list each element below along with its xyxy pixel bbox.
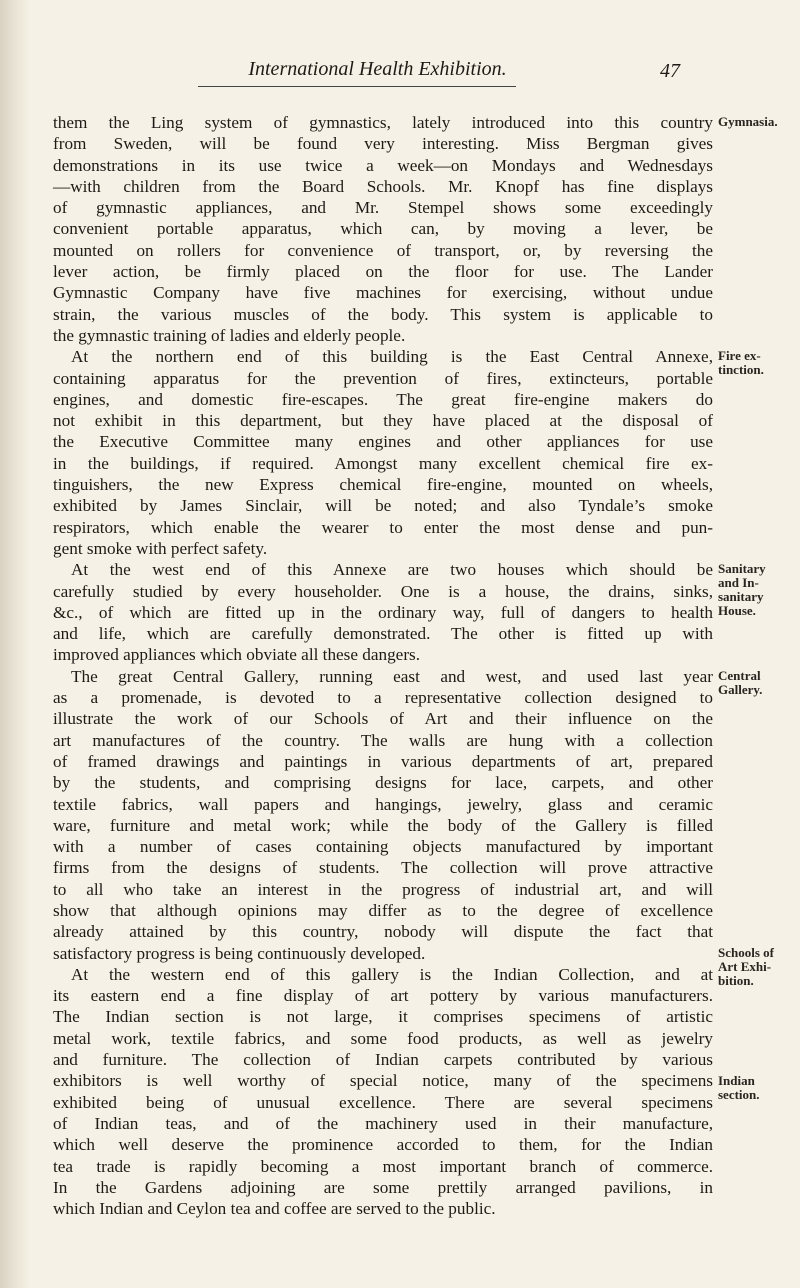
text-line: the Executive Committee many engines and other appliances for use [53, 432, 713, 452]
margin-note [718, 946, 798, 988]
margin-note-line: Indian [718, 1072, 755, 1088]
text-line: which well deserve the prominence accorded to them, for the Indian [53, 1135, 713, 1155]
body-text [53, 112, 713, 1219]
text-line: gent smoke with perfect safety. [53, 538, 268, 558]
header-underline [198, 86, 516, 87]
text-line: firms from the designs of students. The collection will prove attractive [53, 858, 713, 878]
text-line: its eastern end a fine display of art pottery by various manufacturers. [53, 986, 713, 1006]
margin-note [718, 562, 798, 618]
text-line: The great Central Gallery, running east and west, and used last year [71, 666, 713, 686]
margin-note-line: section. [718, 1086, 760, 1102]
text-line: &c., of which are fitted up in the ordinary way, full of dangers to health [53, 602, 713, 622]
text-line: In the Gardens adjoining are some prettily arranged pavilions, in [53, 1177, 713, 1197]
text-line: convenient portable apparatus, which can, by moving a lever, be [53, 219, 713, 239]
text-line: of gymnastic appliances, and Mr. Stempel shows some exceedingly [53, 198, 713, 218]
text-line: as a promenade, is devoted to a representative collection designed to [53, 688, 713, 708]
text-line: At the west end of this Annexe are two houses which should be [71, 560, 713, 580]
text-line: ware, furniture and metal work; while the body of the Gallery is filled [53, 815, 713, 835]
text-line: improved appliances which obviate all these dangers. [53, 645, 421, 665]
text-line: engines, and domestic fire-escapes. The great fire-engine makers do [53, 389, 713, 409]
margin-note [718, 1074, 798, 1102]
margin-note-line: Fire ex- [718, 348, 761, 364]
running-header-title: International Health Exhibition. [248, 58, 507, 80]
running-header [100, 58, 750, 98]
text-line: lever action, be firmly placed on the floor for use. The Lander [53, 262, 713, 282]
text-line: mounted on rollers for convenience of transport, or, by reversing the [53, 240, 713, 260]
margin-note-line: Central [718, 667, 761, 683]
text-line: in the buildings, if required. Amongst many excellent chemical fire ex- [53, 453, 713, 473]
margin-note-line: and In- [718, 575, 759, 591]
text-line: At the northern end of this building is the East Central Annexe, [71, 347, 713, 367]
text-line: by the students, and comprising designs for lace, carpets, and other [53, 773, 713, 793]
text-line: already attained by this country, nobody will dispute the fact that [53, 922, 713, 942]
text-line: exhibited being of unusual excellence. There are several specimens [53, 1092, 713, 1112]
text-line: exhibitors is well worthy of special notice, many of the specimens [53, 1071, 713, 1091]
text-line: Gymnastic Company have five machines for exercising, without undue [53, 283, 713, 303]
text-line: containing apparatus for the prevention of fires, extincteurs, portable [53, 368, 713, 388]
margin-note [718, 115, 798, 129]
text-line: tinguishers, the new Express chemical fire-engine, mounted on wheels, [53, 475, 713, 495]
text-line: tea trade is rapidly becoming a most important branch of commerce. [53, 1156, 713, 1176]
text-line: textile fabrics, wall papers and hangings, jewelry, glass and ceramic [53, 794, 713, 814]
text-line: them the Ling system of gymnastics, lately introduced into this country [53, 113, 713, 132]
text-line: from Sweden, will be found very interesting. Miss Bergman gives [53, 134, 713, 154]
text-line: not exhibit in this department, but they have placed at the disposal of [53, 411, 713, 431]
text-line: which Indian and Ceylon tea and coffee are served to the public. [53, 1199, 496, 1219]
text-line: strain, the various muscles of the body. This system is applicable to [53, 304, 713, 324]
page-number: 47 [660, 60, 680, 82]
margin-note-line: Schools of [718, 944, 774, 960]
text-line: metal work, textile fabrics, and some food products, as well as jewelry [53, 1028, 713, 1048]
text-line: demonstrations in its use twice a week—on Mondays and Wednesdays [53, 155, 713, 175]
margin-note-line: sanitary [718, 589, 764, 605]
text-line: of Indian teas, and of the machinery used in their manufacture, [53, 1113, 713, 1133]
text-line: —with children from the Board Schools. Mr. Knopf has fine displays [53, 176, 713, 196]
text-line: exhibited by James Sinclair, will be noted; and also Tyndale’s smoke [53, 496, 713, 516]
margin-note [718, 669, 798, 697]
text-line: At the western end of this gallery is the Indian Collection, and at [71, 964, 713, 984]
text-line: carefully studied by every householder. One is a house, the drains, sinks, [53, 581, 713, 601]
text-line: with a number of cases containing objects manufactured by important [53, 837, 713, 857]
text-line: and life, which are carefully demonstrated. The other is fitted up with [53, 624, 713, 644]
margin-note-line: Gymnasia. [718, 114, 778, 129]
page-gutter-shadow [0, 0, 30, 1288]
text-line: The Indian section is not large, it comprises specimens of artistic [53, 1007, 713, 1027]
margin-note-line: bition. [718, 972, 754, 988]
text-line: the gymnastic training of ladies and elderly people. [53, 325, 406, 345]
text-line: of framed drawings and paintings in various departments of art, prepared [53, 751, 713, 771]
text-line: art manufactures of the country. The walls are hung with a collection [53, 730, 713, 750]
margin-note-line: Sanitary [718, 561, 766, 577]
margin-note [718, 349, 798, 377]
text-line: show that although opinions may differ as to the degree of excellence [53, 900, 713, 920]
margin-note-line: Art Exhi- [718, 958, 772, 974]
margin-note-line: tinction. [718, 362, 764, 378]
text-line: illustrate the work of our Schools of Art and their influence on the [53, 709, 713, 729]
margin-note-line: Gallery. [718, 681, 763, 697]
text-line: to all who take an interest in the progress of industrial art, and will [53, 879, 713, 899]
margin-note-line: House. [718, 603, 756, 619]
text-line: satisfactory progress is being continuously developed. [53, 943, 426, 963]
text-line: and furniture. The collection of Indian carpets contributed by various [53, 1050, 713, 1070]
text-line: respirators, which enable the wearer to enter the most dense and pun- [53, 517, 713, 537]
